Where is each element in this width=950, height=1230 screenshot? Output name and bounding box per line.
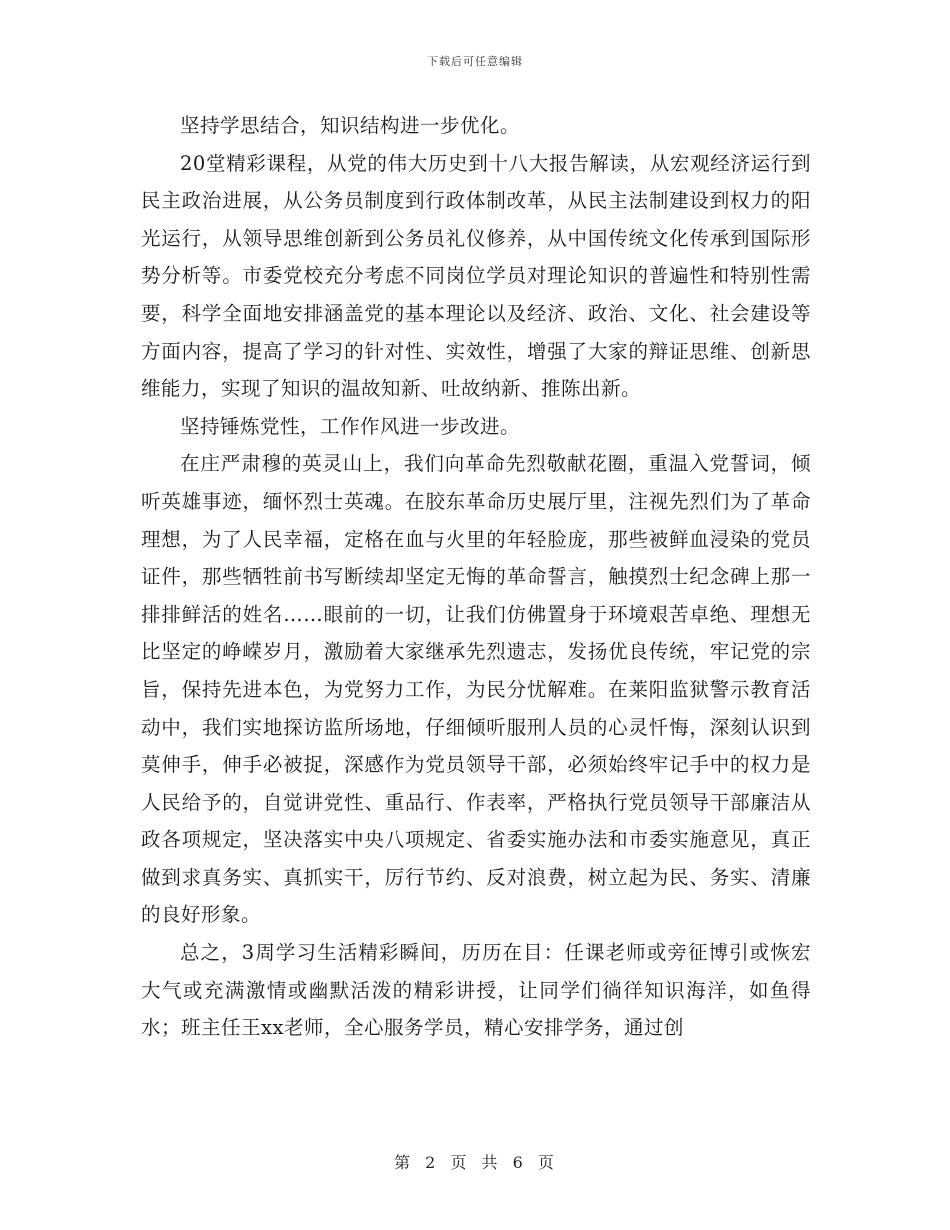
paragraph-summary: 总之，3周学习生活精彩瞬间，历历在目：任课老师或旁征博引或恢宏大气或充满激情或幽默活泼的精彩讲授，让同学们徜徉知识海洋，如鱼得水；班主任王xx老师，全心服务学员，精心安排学务，通过创 — [141, 941, 811, 1040]
page-header-note: 下载后可任意编辑 — [427, 55, 523, 68]
page-number: 第 2 页 共 6 页 — [394, 1153, 556, 1172]
section-heading-study: 坚持学思结合，知识结构进一步优化。 — [180, 114, 521, 137]
paragraph-courses: 20堂精彩课程，从党的伟大历史到十八大报告解读，从宏观经济运行到民主政治进展，从公务员制度到行政体制改革，从民主法制建设到权力的阳光运行，从领导思维创新到公务员礼仪修养，从中国传统文化传承到国际形势分析等。市委党校充分考虑不同岗位学员对理论知识的普遍性和特别性需要，科学全面地安排涵盖党的基本理论以及经济、政治、文化、社会建设等方面内容，提高了学习的针对性、实效性，增强了大家的辩证思维、创新思维能力，实现了知识的温故知新、吐故纳新、推陈出新。 — [141, 151, 811, 401]
section-heading-party-spirit: 坚持锤炼党性，工作作风进一步改进。 — [180, 414, 521, 438]
document-body — [141, 107, 811, 1047]
paragraph-revolution-education: 在庄严肃穆的英灵山上，我们向革命先烈敬献花圈，重温入党誓词，倾听英雄事迹，缅怀烈士英魂。在胶东革命历史展厅里，注视先烈们为了革命理想，为了人民幸福，定格在血与火里的年轻脸庞，那些被鲜血浸染的党员证件，那些牺牲前书写断续却坚定无悔的革命誓言，触摸烈士纪念碑上那一排排鲜活的姓名……眼前的一切，让我们仿佛置身于环境艰苦卓绝、理想无比坚定的峥嵘岁月，激励着大家继承先烈遗志，发扬优良传统，牢记党的宗旨，保持先进本色，为党努力工作，为民分忧解难。在莱阳监狱警示教育活动中，我们实地探访监所场地，仔细倾听服刑人员的心灵忏悔，深刻认识到莫伸手，伸手必被捉，深感作为党员领导干部，必须始终牢记手中的权力是人民给予的，自觉讲党性、重品行、作表率，严格执行党员领导干部廉洁从政各项规定，坚决落实中央八项规定、省委实施办法和市委实施意见，真正做到求真务实、真抓实干，厉行节约、反对浪费，树立起为民、务实、清廉的良好形象。 — [141, 452, 811, 927]
